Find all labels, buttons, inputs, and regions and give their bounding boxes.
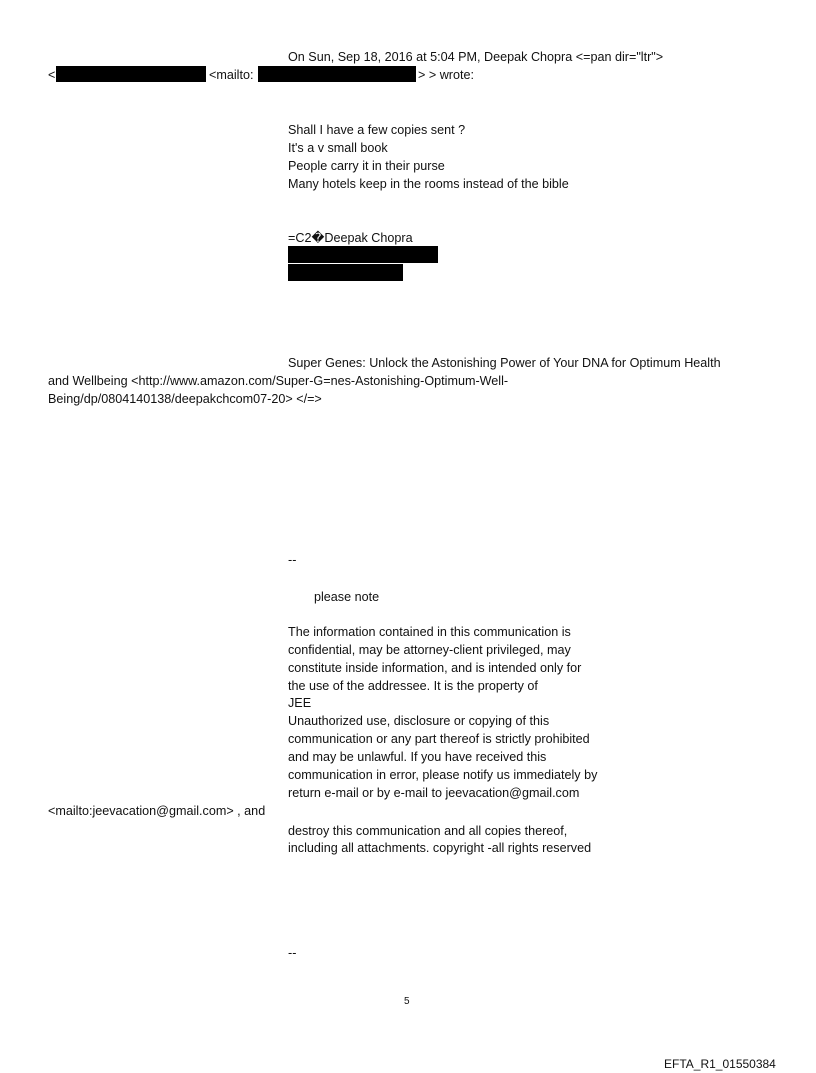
notice-line: return e-mail or by e-mail to jeevacation@gmail.com — [288, 786, 580, 800]
header-open-angle: < — [48, 68, 56, 82]
notice-line: JEE — [288, 696, 312, 710]
redaction-bar — [288, 246, 438, 263]
notice-line: communication or any part thereof is strictly prohibited — [288, 732, 590, 746]
notice-heading: please note — [314, 590, 380, 604]
notice-line: constitute inside information, and is intended only for — [288, 661, 582, 675]
book-link-line: Super Genes: Unlock the Astonishing Power of Your DNA for Optimum Health — [288, 356, 721, 370]
notice-line: communication in error, please notify us immediately by — [288, 768, 598, 782]
header-mailto: <mailto: — [209, 68, 254, 82]
book-link-line: Being/dp/0804140138/deepakchcom07-20> </=> — [48, 392, 322, 406]
notice-closing-line: destroy this communication and all copies thereof, — [288, 824, 568, 838]
separator: -- — [288, 553, 297, 567]
redaction-bar — [258, 66, 416, 82]
notice-closing-line: including all attachments. copyright -all rights reserved — [288, 841, 592, 855]
notice-line: The information contained in this communication is — [288, 625, 571, 639]
header-wrote: > > wrote: — [418, 68, 475, 82]
notice-line: and may be unlawful. If you have received this — [288, 750, 547, 764]
redaction-bar — [288, 264, 403, 281]
page-number: 5 — [404, 996, 410, 1007]
redaction-bar — [56, 66, 206, 82]
notice-line: Unauthorized use, disclosure or copying of this — [288, 714, 550, 728]
bates-number: EFTA_R1_01550384 — [664, 1057, 776, 1071]
notice-line: the use of the addressee. It is the property of — [288, 679, 538, 693]
notice-mailto-line: <mailto:jeevacation@gmail.com> , and — [48, 804, 266, 818]
notice-line: confidential, may be attorney-client privileged, may — [288, 643, 571, 657]
message-line: Many hotels keep in the rooms instead of the bible — [288, 177, 569, 191]
message-line: People carry it in their purse — [288, 159, 445, 173]
message-line: It's a v small book — [288, 141, 388, 155]
signature-name: =C2�Deepak Chopra — [288, 231, 413, 245]
header-date-line: On Sun, Sep 18, 2016 at 5:04 PM, Deepak Chopra <=pan dir="ltr"> — [288, 50, 664, 64]
separator: -- — [288, 946, 297, 960]
book-link-line: and Wellbeing <http://www.amazon.com/Super-G=nes-Astonishing-Optimum-Well- — [48, 374, 509, 388]
message-line: Shall I have a few copies sent ? — [288, 123, 466, 137]
